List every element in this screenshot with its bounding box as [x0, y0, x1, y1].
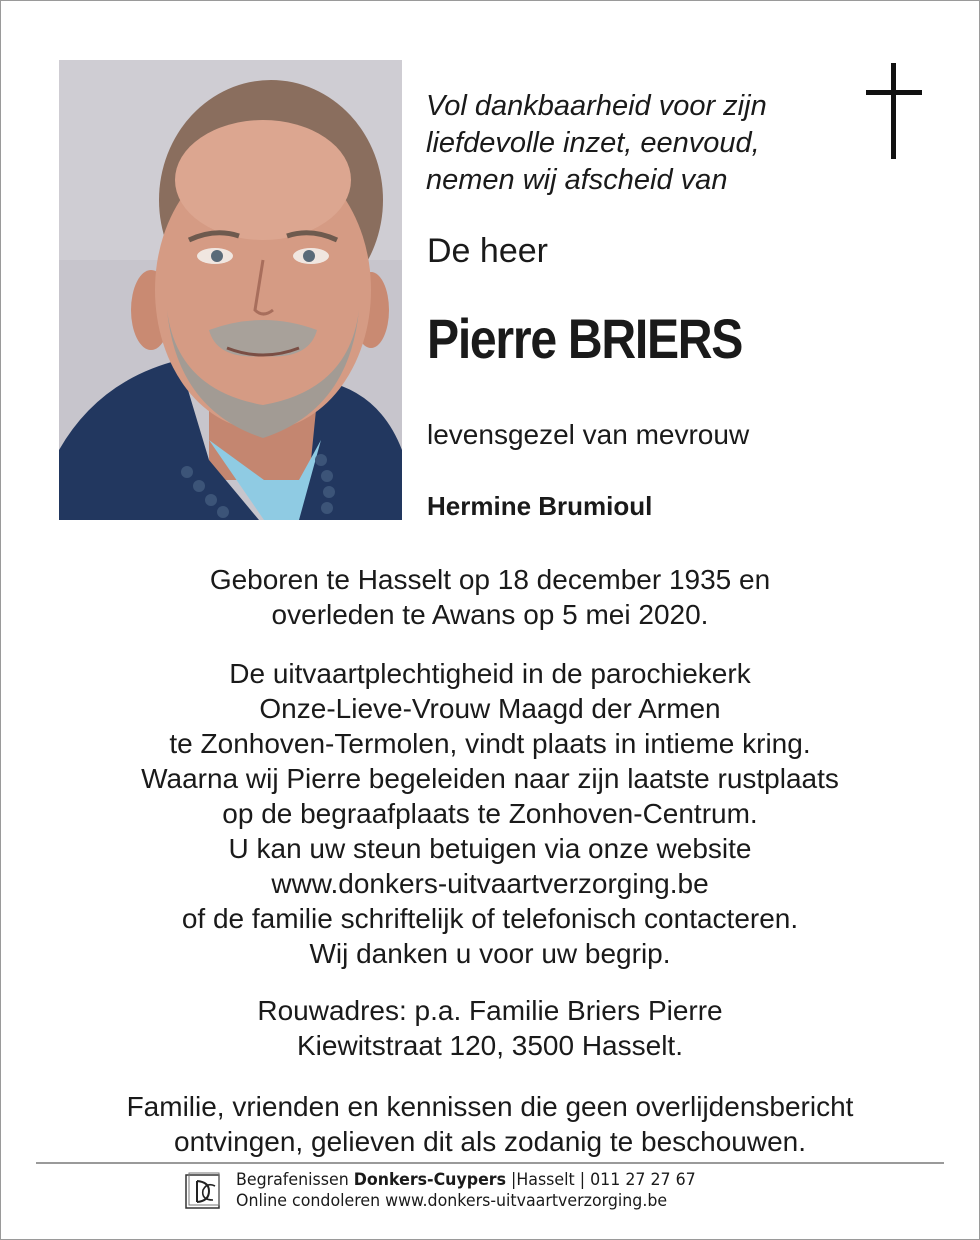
footer-text	[236, 1170, 696, 1212]
cross-icon	[866, 63, 922, 164]
footer-contact-line	[236, 1170, 696, 1191]
footer-condolence-label: Online condoleren	[236, 1191, 381, 1211]
notice-text	[0, 1089, 980, 1159]
footer-company: Donkers-Cuypers	[353, 1170, 507, 1190]
ceremony-line: op de begraafplaats te Zonhoven-Centrum.	[222, 798, 758, 829]
ceremony-line: De uitvaartplechtigheid in de parochiekerk	[229, 658, 751, 689]
birth-death-dates	[0, 562, 980, 632]
notice-line: Familie, vrienden en kennissen die geen overlijdensbericht	[126, 1091, 854, 1122]
funeral-home-logo-icon	[185, 1172, 221, 1210]
intro-line: nemen wij afscheid van	[426, 164, 728, 196]
ceremony-line: Wij danken u voor uw begrip.	[309, 938, 671, 969]
footer-phone: 011 27 27 67	[590, 1170, 696, 1190]
footer-separator: |	[511, 1170, 517, 1190]
ceremony-line: U kan uw steun betuigen via onze website	[228, 833, 752, 864]
footer-divider	[36, 1162, 944, 1164]
honorific: De heer	[427, 232, 548, 270]
ceremony-line: of de familie schriftelijk of telefonisch contacteren.	[181, 903, 799, 934]
footer-separator: |	[579, 1170, 586, 1190]
address-line: Kiewitstraat 120, 3500 Hasselt.	[297, 1030, 683, 1061]
footer-city: Hasselt	[516, 1170, 575, 1190]
ceremony-website[interactable]: www.donkers-uitvaartverzorging.be	[271, 868, 709, 899]
dates-line: Geboren te Hasselt op 18 december 1935 en	[209, 564, 771, 595]
intro-line: liefdevolle inzet, eenvoud,	[426, 127, 760, 159]
ceremony-details	[0, 656, 980, 971]
dates-line: overleden te Awans op 5 mei 2020.	[271, 599, 709, 630]
footer-condolence-line	[236, 1191, 696, 1212]
footer-prefix: Begrafenissen	[236, 1170, 349, 1190]
ceremony-line: Waarna wij Pierre begeleiden naar zijn laatste rustplaats	[141, 763, 839, 794]
relation-text: levensgezel van mevrouw	[427, 419, 750, 450]
mourning-address	[0, 993, 980, 1063]
ceremony-line: te Zonhoven-Termolen, vindt plaats in intieme kring.	[169, 728, 811, 759]
footer-website-link[interactable]: www.donkers-uitvaartverzorging.be	[385, 1191, 668, 1211]
partner-name: Hermine Brumioul	[427, 491, 653, 521]
intro-line: Vol dankbaarheid voor zijn	[426, 90, 767, 122]
portrait-photo	[59, 60, 402, 520]
intro-text	[426, 88, 767, 199]
deceased-name: Pierre BRIERS	[427, 307, 743, 370]
address-line: Rouwadres: p.a. Familie Briers Pierre	[257, 995, 723, 1026]
notice-line: ontvingen, gelieven dit als zodanig te beschouwen.	[174, 1126, 806, 1157]
ceremony-line: Onze-Lieve-Vrouw Maagd der Armen	[259, 693, 721, 724]
